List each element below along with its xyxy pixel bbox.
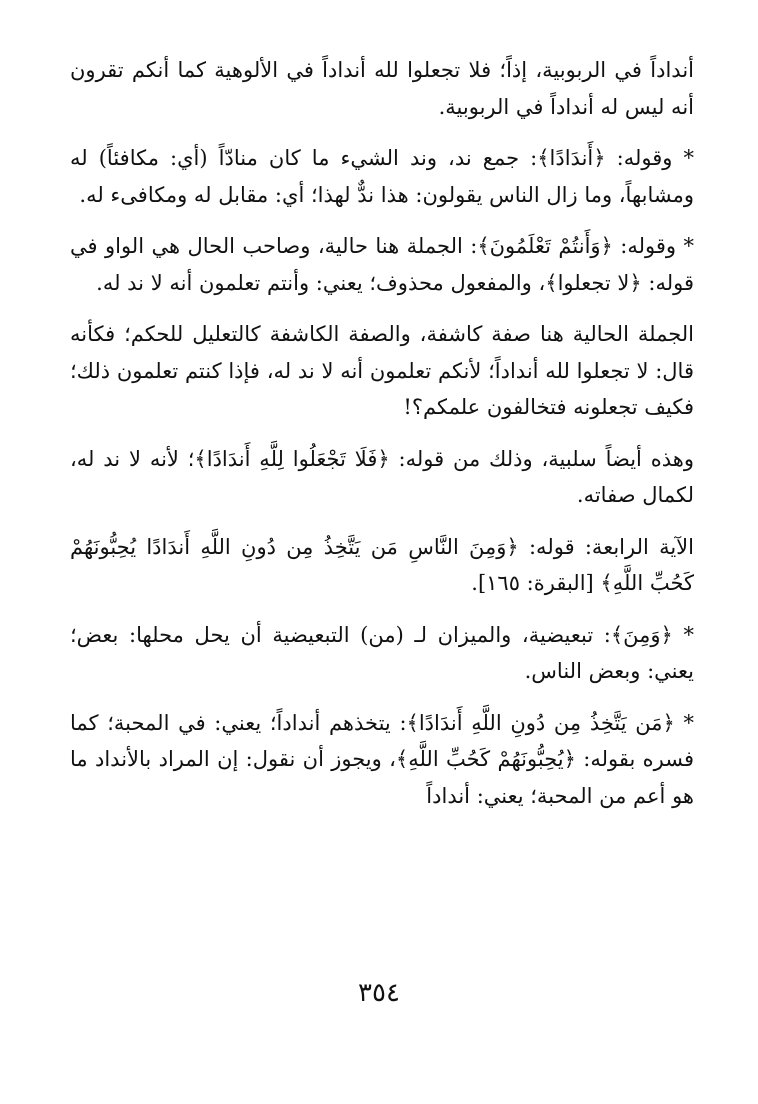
paragraph-rububiyya: أنداداً في الربوبية، إذاً؛ فلا تجعلوا لله أنداداً في الألوهية كما أنكم تقرون أنه ليس له أنداداً في الربوبية. xyxy=(70,58,694,119)
page-body xyxy=(70,52,694,829)
paragraph-wa-mina: * ﴿وَمِنَ﴾: تبعيضية، والميزان لـ (من) التبعيضية أن يحل محلها: بعض؛ يعني: وبعض الناس. xyxy=(70,622,694,683)
paragraph-salbiyya: وهذه أيضاً سلبية، وذلك من قوله: ﴿فَلَا تَجْعَلُوا لِلَّهِ أَندَادًا﴾؛ لأنه لا ند له، لكمال صفاته. xyxy=(70,446,694,507)
paragraph-hal-sentence: الجملة الحالية هنا صفة كاشفة، والصفة الكاشفة كالتعليل للحكم؛ فكأنه قال: لا تجعلوا لله أنداداً؛ لأنكم تعلمون أنه لا ند له، فإذا كنتم تعلمون ذلك؛ فكيف تجعلونه فتخالفون علمكم؟! xyxy=(70,322,694,419)
paragraph-andad: * وقوله: ﴿أَندَادًا﴾: جمع ند، وند الشيء ما كان منادّاً (أي: مكافئاً) له ومشابهاً، وما زال الناس يقولون: هذا ندٌّ لهذا؛ أي: مقابل له ومكافىء له. xyxy=(70,146,694,207)
paragraph-man-yattakhidh: * ﴿مَن يَتَّخِذُ مِن دُونِ اللَّهِ أَندَادًا﴾: يتخذهم أنداداً؛ يعني: في المحبة؛ كما فسره بقوله: ﴿يُحِبُّونَهُمْ كَحُبِّ اللَّهِ﴾، ويجوز أن نقول: إن المراد بالأنداد ما هو أعم من المحبة؛ يعني: أنداداً xyxy=(70,710,694,808)
paragraph-wa-antum: * وقوله: ﴿وَأَنتُمْ تَعْلَمُونَ﴾: الجملة هنا حالية، وصاحب الحال هي الواو في قوله: ﴿لا تجعلوا﴾، والمفعول محذوف؛ يعني: وأنتم تعلمون أنه لا ند له. xyxy=(70,234,694,295)
page-number: ٣٥٤ xyxy=(358,978,400,1008)
paragraph-fourth-verse: الآية الرابعة: قوله: ﴿وَمِنَ النَّاسِ مَن يَتَّخِذُ مِن دُونِ اللَّهِ أَندَادًا يُحِبُّونَهُمْ كَحُبِّ اللَّهِ﴾ [البقرة: ١٦٥]. xyxy=(70,534,694,595)
